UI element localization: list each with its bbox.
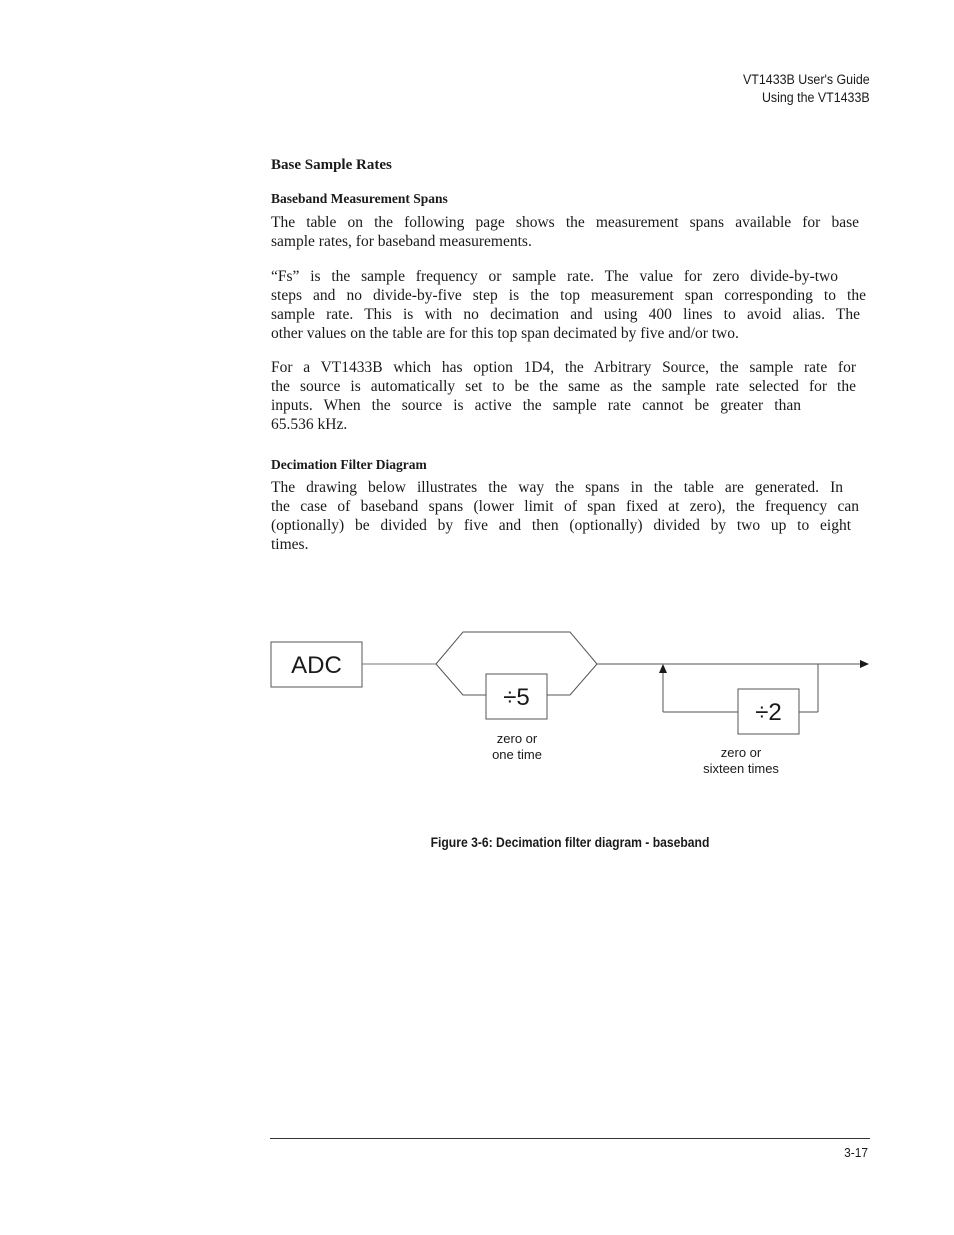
text-line: sample rates, for baseband measurements.: [271, 233, 532, 250]
text-line: times.: [271, 536, 309, 553]
text-line: (optionally) be divided by five and then (optionally) divided by two up to eight: [271, 517, 851, 534]
footer-rule: [270, 1138, 870, 1139]
text-line: “Fs” is the sample frequency or sample rate. The value for zero divide-by-two: [271, 268, 838, 285]
text-line: The table on the following page shows the measurement spans available for base: [271, 214, 859, 231]
paragraph-spans-intro: [271, 213, 859, 251]
divide-by-five-note: one time: [492, 747, 542, 762]
text-line: the source is automatically set to be the same as the sample rate selected for the: [271, 378, 856, 395]
figure-caption: Figure 3-6: Decimation filter diagram - baseband: [430, 835, 710, 850]
paragraph-arbitrary-source: [271, 358, 856, 434]
running-header: [743, 71, 870, 107]
divide-by-five-note: zero or: [496, 731, 538, 746]
header-chapter: Using the VT1433B: [762, 90, 870, 105]
adc-label: ADC: [291, 652, 342, 679]
divide-by-five-label: ÷5: [503, 684, 530, 711]
section-title: Base Sample Rates: [271, 157, 392, 173]
divide-by-two-note: zero or: [720, 745, 762, 760]
output-arrow-icon: [860, 660, 869, 668]
decimation-filter-diagram: [262, 620, 882, 790]
divide-by-two-label: ÷2: [755, 699, 782, 726]
subsection-heading-decimation: Decimation Filter Diagram: [271, 457, 427, 472]
text-line: The drawing below illustrates the way the spans in the table are generated. In: [271, 479, 843, 496]
subsection-heading-baseband: Baseband Measurement Spans: [271, 191, 448, 206]
feedback-arrow-icon: [659, 664, 667, 673]
text-line: For a VT1433B which has option 1D4, the Arbitrary Source, the sample rate for: [271, 359, 856, 376]
text-line: steps and no divide-by-five step is the top measurement span corresponding to the: [271, 287, 866, 304]
paragraph-fs-definition: [271, 267, 866, 343]
paragraph-decimation: [271, 478, 859, 554]
divide-by-two-note: sixteen times: [703, 761, 779, 776]
page-number: 3-17: [844, 1145, 868, 1160]
text-line: 65.536 kHz.: [271, 416, 348, 433]
text-line: the case of baseband spans (lower limit of span fixed at zero), the frequency can: [271, 498, 859, 515]
header-doc-title: VT1433B User's Guide: [743, 72, 870, 87]
text-line: other values on the table are for this top span decimated by five and/or two.: [271, 325, 739, 342]
text-line: sample rate. This is with no decimation and using 400 lines to avoid alias. The: [271, 306, 860, 323]
text-line: inputs. When the source is active the sample rate cannot be greater than: [271, 397, 801, 414]
